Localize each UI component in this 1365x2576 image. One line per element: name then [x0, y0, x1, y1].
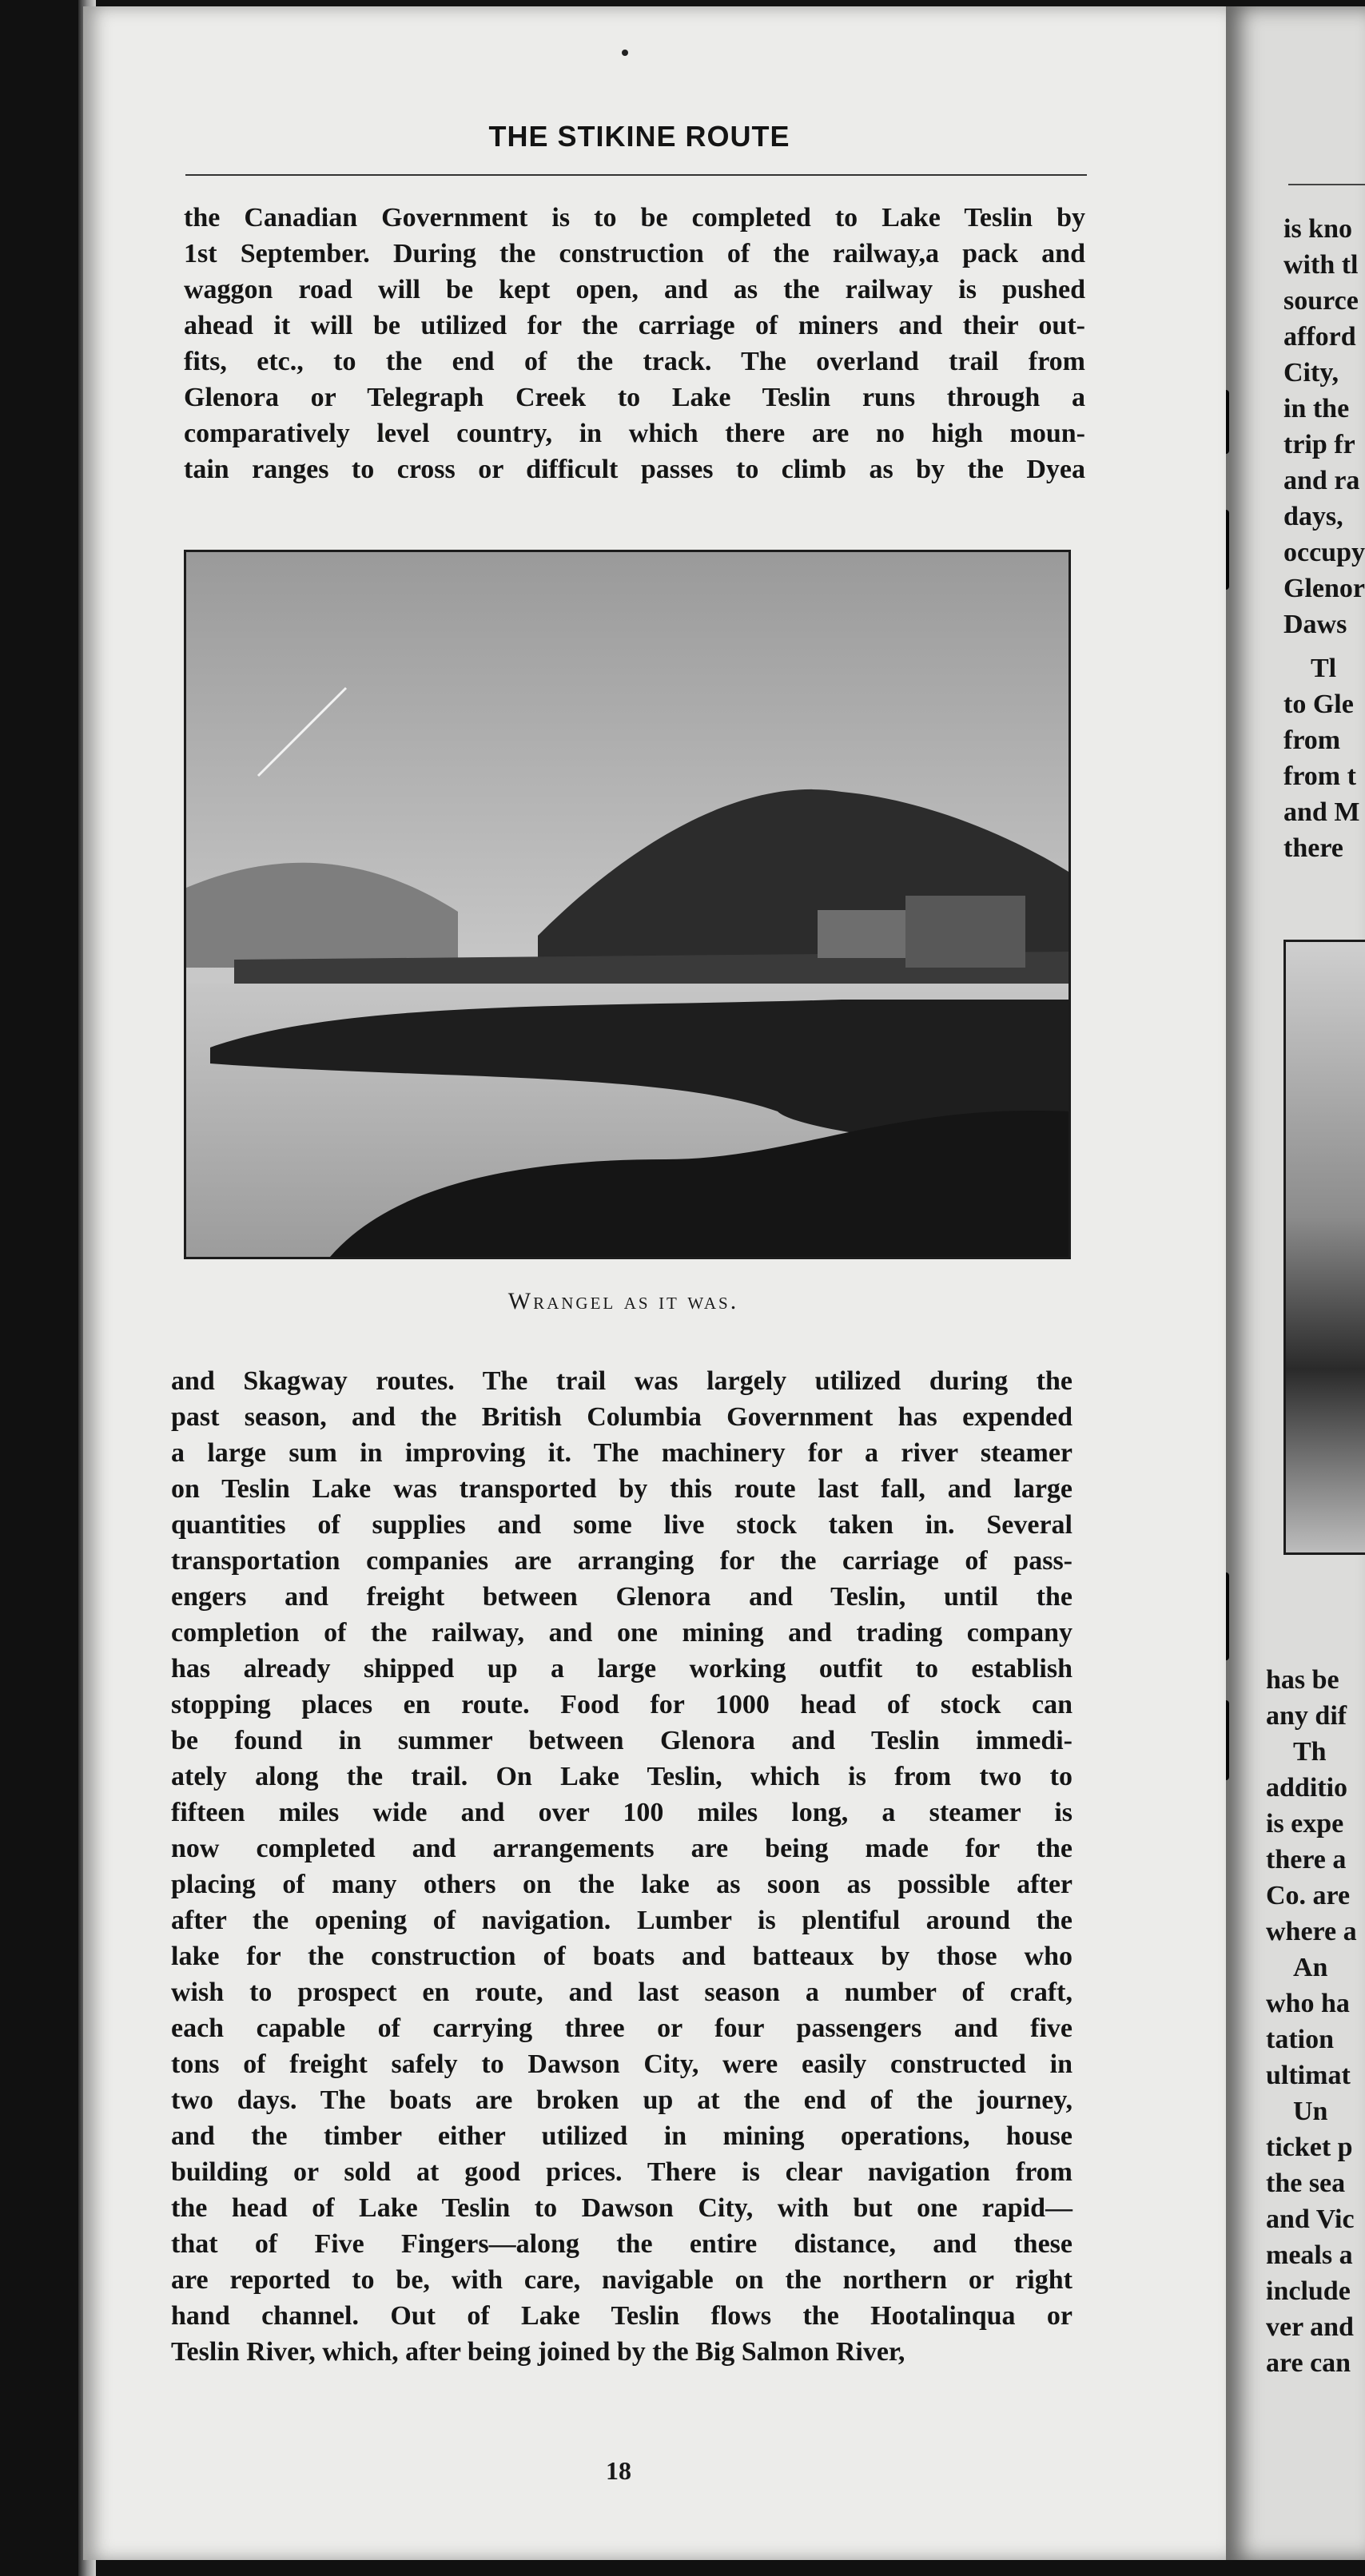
running-head: THE STIKINE ROUTE: [488, 120, 790, 153]
text-line: waggon road will be kept open, and as the railway is pushed: [184, 275, 1085, 304]
text-fragment: tation: [1266, 2025, 1334, 2054]
text-line: tons of freight safely to Dawson City, were easily constructed in: [171, 2049, 1072, 2079]
text-line: hand channel. Out of Lake Teslin flows the Hootalinqua or: [171, 2301, 1072, 2331]
text-fragment: in the: [1283, 394, 1350, 423]
right-column-text-middle: [1283, 650, 1359, 866]
paragraph-2: [171, 1363, 1072, 2370]
figure-caption: Wrangel as it was.: [507, 1288, 739, 1314]
text-line: and the timber either utilized in mining operations, house: [171, 2121, 1072, 2151]
text-fragment: Daws: [1283, 610, 1347, 639]
text-fragment: ver and: [1266, 2312, 1354, 2342]
text-line: a large sum in improving it. The machinery for a river steamer: [171, 1438, 1072, 1468]
text-fragment: the sea: [1266, 2169, 1346, 2198]
text-fragment: are can: [1266, 2348, 1351, 2378]
text-fragment: ultimat: [1266, 2061, 1351, 2090]
text-line: and Skagway routes. The trail was largely utilized during the: [171, 1366, 1072, 1396]
text-line: completion of the railway, and one mining and trading company: [171, 1618, 1072, 1648]
text-fragment: Co. are: [1266, 1881, 1351, 1910]
text-line: that of Five Fingers—along the entire distance, and these: [171, 2229, 1072, 2259]
text-line: the Canadian Government is to be completed to Lake Teslin by: [184, 203, 1085, 233]
text-line: building or sold at good prices. There is clear navigation from: [171, 2157, 1072, 2187]
text-fragment: include: [1266, 2276, 1351, 2306]
text-fragment: ticket p: [1266, 2133, 1353, 2162]
text-fragment: and M: [1283, 797, 1360, 827]
text-line: now completed and arrangements are being made for the: [171, 1834, 1072, 1863]
text-fragment: is kno: [1283, 214, 1352, 244]
text-line: fifteen miles wide and over 100 miles long, a steamer is: [171, 1798, 1072, 1827]
text-line: two days. The boats are broken up at the end of the journey,: [171, 2085, 1072, 2115]
text-fragment: An: [1293, 1953, 1328, 1982]
text-line: be found in summer between Glenora and Teslin immedi-: [171, 1726, 1072, 1755]
text-line: each capable of carrying three or four passengers and five: [171, 2013, 1072, 2043]
text-line: engers and freight between Glenora and Teslin, until the: [171, 1582, 1072, 1612]
gutter-mark: [1226, 1572, 1229, 1660]
text-fragment: and ra: [1283, 466, 1360, 495]
page-number: 18: [606, 2456, 631, 2485]
wrangel-photograph: [184, 550, 1071, 1259]
text-line: quantities of supplies and some live stock taken in. Several: [171, 1510, 1072, 1540]
text-line: ately along the trail. On Lake Teslin, which is from two to: [171, 1762, 1072, 1791]
right-page-photograph: [1283, 940, 1365, 1555]
text-fragment: days,: [1283, 502, 1343, 531]
text-fragment: additio: [1266, 1773, 1348, 1803]
right-column-text-lower: [1266, 1662, 1357, 2381]
text-fragment: afford: [1283, 322, 1356, 352]
right-header-rule: [1288, 184, 1365, 185]
text-fragment: Glenor: [1283, 574, 1365, 603]
text-fragment: Tl: [1311, 654, 1337, 683]
text-fragment: to Gle: [1283, 690, 1354, 719]
print-speck: [622, 50, 628, 56]
text-line: past season, and the British Columbia Government has expended: [171, 1402, 1072, 1432]
text-fragment: from t: [1283, 761, 1356, 791]
text-line: lake for the construction of boats and batteaux by those who: [171, 1942, 1072, 1971]
gutter-mark: [1226, 1700, 1229, 1780]
text-fragment: and Vic: [1266, 2204, 1355, 2234]
right-column-text-upper: [1283, 211, 1365, 642]
text-line: has already shipped up a large working outfit to establish: [171, 1654, 1072, 1684]
header-rule: [185, 174, 1087, 176]
text-line: Teslin River, which, after being joined by the Big Salmon River,: [171, 2337, 905, 2367]
text-fragment: where a: [1266, 1917, 1357, 1946]
text-line: the head of Lake Teslin to Dawson City, with but one rapid—: [171, 2193, 1072, 2223]
gutter-mark: [1226, 390, 1229, 454]
text-fragment: is expe: [1266, 1809, 1344, 1839]
text-line: stopping places en route. Food for 1000 head of stock can: [171, 1690, 1072, 1719]
text-line: are reported to be, with care, navigable on the northern or right: [171, 2265, 1072, 2295]
text-line: tain ranges to cross or difficult passes to climb as by the Dyea: [184, 455, 1085, 484]
text-fragment: occupy: [1283, 538, 1365, 567]
text-fragment: there a: [1266, 1845, 1347, 1874]
text-line: wish to prospect en route, and last season a number of craft,: [171, 1978, 1072, 2007]
text-fragment: any dif: [1266, 1701, 1347, 1731]
text-line: on Teslin Lake was transported by this route last fall, and large: [171, 1474, 1072, 1504]
wrangel-photo-illustration: [186, 552, 1069, 1257]
text-fragment: there: [1283, 833, 1343, 863]
gutter-mark: [1226, 510, 1229, 590]
text-fragment: with tl: [1283, 250, 1359, 280]
text-line: 1st September. During the construction of the railway,a pack and: [184, 239, 1085, 268]
text-fragment: trip fr: [1283, 430, 1355, 459]
right-page: [1226, 6, 1365, 2560]
text-fragment: City,: [1283, 358, 1339, 388]
text-line: transportation companies are arranging for the carriage of pass-: [171, 1546, 1072, 1576]
text-fragment: from: [1283, 725, 1341, 755]
text-line: fits, etc., to the end of the track. The overland trail from: [184, 347, 1085, 376]
text-fragment: meals a: [1266, 2240, 1353, 2270]
text-line: ahead it will be utilized for the carriage of miners and their out-: [184, 311, 1085, 340]
text-line: comparatively level country, in which there are no high moun-: [184, 419, 1085, 448]
text-line: Glenora or Telegraph Creek to Lake Teslin runs through a: [184, 383, 1085, 412]
text-line: placing of many others on the lake as soon as possible after: [171, 1870, 1072, 1899]
paragraph-1: [184, 200, 1085, 487]
text-line: after the opening of navigation. Lumber is plentiful around the: [171, 1906, 1072, 1935]
text-fragment: source: [1283, 286, 1359, 316]
text-fragment: has be: [1266, 1665, 1339, 1695]
text-fragment: who ha: [1266, 1989, 1350, 2018]
text-fragment: Th: [1293, 1737, 1327, 1767]
text-fragment: Un: [1293, 2097, 1328, 2126]
